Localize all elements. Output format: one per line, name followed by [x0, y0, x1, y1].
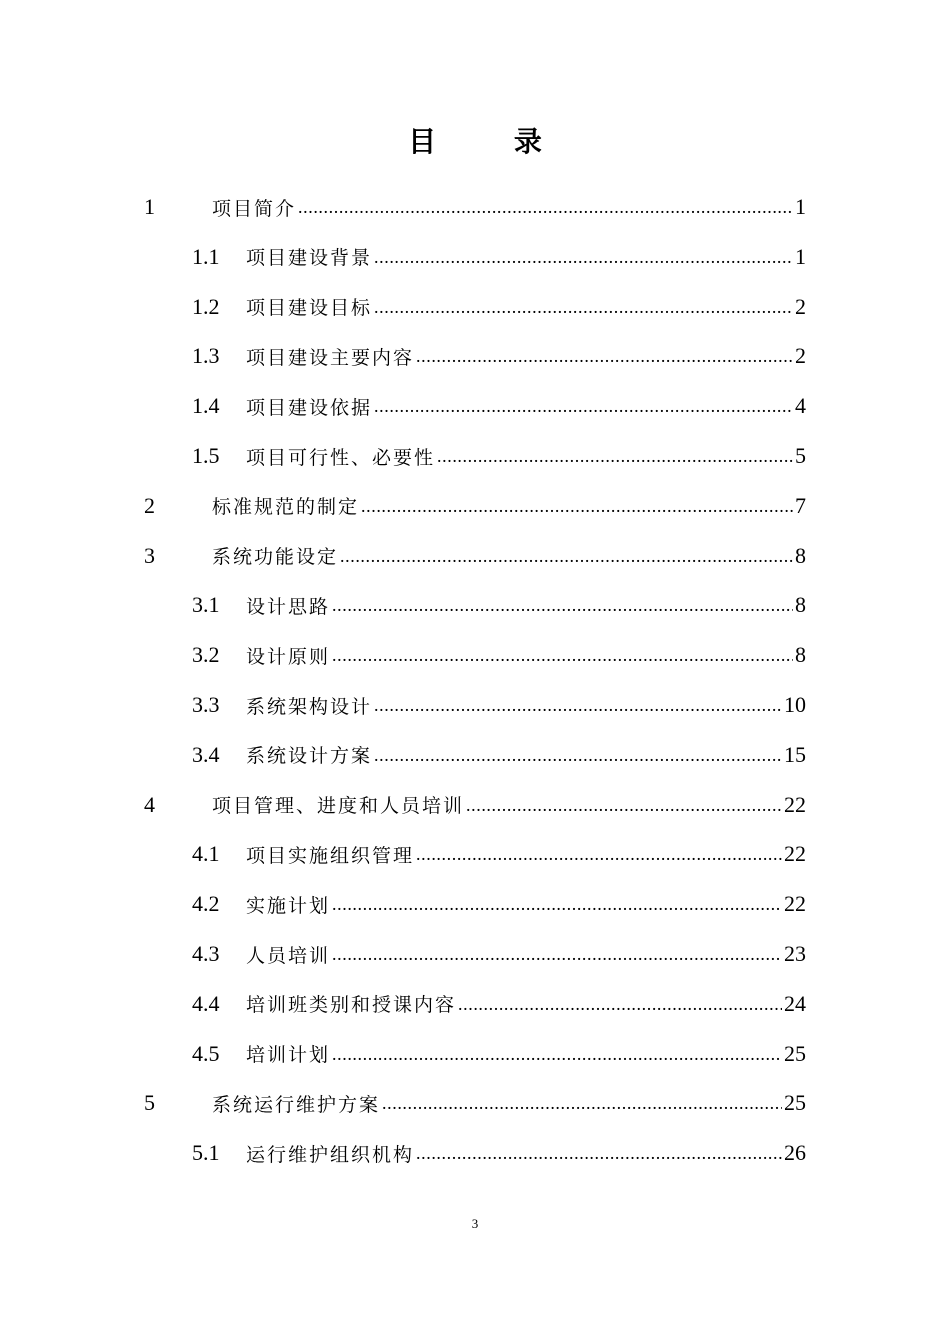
- toc-entry[interactable]: [144, 481, 806, 531]
- dot-leader: [458, 991, 782, 1017]
- toc-entry-title: 系统架构设计: [246, 695, 373, 718]
- dot-leader: [437, 443, 793, 469]
- dot-leader: [332, 941, 782, 967]
- dot-leader: [332, 1041, 782, 1067]
- toc-entry[interactable]: [192, 232, 806, 282]
- dot-leader: [340, 543, 793, 569]
- dot-leader: [332, 891, 782, 917]
- toc-entry-number: 1.5: [192, 443, 220, 468]
- toc-entry-title: 实施计划: [246, 894, 331, 917]
- toc-entry-page: 22: [784, 791, 806, 817]
- toc-entry-number: 4.3: [192, 941, 220, 966]
- toc-entry-title: 运行维护组织机构: [246, 1143, 415, 1166]
- toc-entry-number: 3.3: [192, 692, 220, 717]
- toc-entry-page: 8: [795, 592, 806, 618]
- dot-leader: [374, 294, 793, 320]
- toc-entry-page: 25: [784, 1040, 806, 1066]
- toc-entry-number: 4.5: [192, 1040, 220, 1066]
- dot-leader: [332, 592, 793, 618]
- toc-entry-number: 4: [144, 791, 155, 817]
- toc-entry-title: 系统功能设定: [212, 546, 339, 569]
- dot-leader: [416, 1140, 782, 1166]
- toc-entry[interactable]: [144, 1078, 806, 1128]
- toc-entry-number: 1.1: [192, 243, 220, 269]
- toc-entry-page: 2: [795, 343, 806, 369]
- toc-entry[interactable]: [144, 182, 806, 232]
- toc-entry-page: 8: [795, 542, 806, 568]
- toc-entry-page: 15: [784, 741, 806, 767]
- toc-entry-page: 22: [784, 891, 806, 917]
- toc-entry-title: 人员培训: [246, 944, 331, 967]
- toc-entry-title: 设计原则: [246, 645, 331, 668]
- page-number: 3: [471, 1216, 479, 1231]
- toc-entry-title: 项目建设目标: [246, 297, 373, 320]
- toc-entry-page: 7: [795, 492, 806, 518]
- toc-entry-number: 1.2: [192, 293, 220, 319]
- toc-entry[interactable]: [192, 282, 806, 332]
- toc-entry-number: 4.2: [192, 891, 220, 917]
- toc-entry-number: 3: [144, 542, 155, 568]
- toc-entry-number: 1.3: [192, 343, 220, 369]
- toc-entry[interactable]: [192, 1128, 806, 1178]
- toc-entry[interactable]: [192, 730, 806, 780]
- toc-entry-title: 项目实施组织管理: [246, 844, 415, 867]
- toc-entry-page: 1: [795, 194, 806, 219]
- dot-leader: [298, 194, 793, 220]
- toc-entry-title: 项目建设依据: [246, 396, 373, 419]
- toc-entry-number: 5.1: [192, 1140, 220, 1166]
- dot-leader: [382, 1090, 782, 1116]
- toc-entry[interactable]: [192, 680, 806, 730]
- toc-entry-number: 5: [144, 1090, 155, 1116]
- toc-entry[interactable]: [192, 381, 806, 431]
- toc-entry-page: 26: [784, 1140, 806, 1166]
- dot-leader: [416, 343, 793, 369]
- toc-entry-title: 项目建设主要内容: [246, 346, 415, 369]
- toc-entry-number: 4.4: [192, 990, 220, 1016]
- toc-entry-title: 系统设计方案: [246, 745, 373, 768]
- toc-entry-number: 3.1: [192, 592, 220, 618]
- toc-entry-number: 3.2: [192, 642, 220, 668]
- toc-entry[interactable]: [192, 431, 806, 481]
- toc-entry-page: 10: [784, 692, 806, 717]
- dot-leader: [374, 692, 782, 718]
- dot-leader: [466, 792, 782, 818]
- dot-leader: [374, 393, 793, 419]
- dot-leader: [332, 642, 793, 668]
- toc-entry-page: 5: [795, 443, 806, 468]
- toc-entry[interactable]: [192, 331, 806, 381]
- toc-entry-page: 24: [784, 990, 806, 1016]
- dot-leader: [361, 493, 793, 519]
- toc-entry[interactable]: [192, 1029, 806, 1079]
- toc-entry-title: 项目管理、进度和人员培训: [212, 795, 465, 818]
- dot-leader: [374, 244, 793, 270]
- toc-entry[interactable]: [192, 580, 806, 630]
- toc-entry[interactable]: [144, 531, 806, 581]
- dot-leader: [416, 841, 782, 867]
- toc-entry-number: 1: [144, 194, 155, 219]
- toc-entry-page: 4: [795, 393, 806, 419]
- toc-entry-title: 项目可行性、必要性: [246, 446, 436, 469]
- toc-entry-number: 2: [144, 492, 155, 518]
- toc-entry-page: 2: [795, 293, 806, 319]
- toc-entry-number: 3.4: [192, 741, 220, 767]
- toc-entry-title: 项目简介: [212, 197, 297, 220]
- toc-entry[interactable]: [192, 929, 806, 979]
- toc-entry-title: 项目建设背景: [246, 247, 373, 270]
- dot-leader: [374, 742, 782, 768]
- toc-entry-page: 1: [795, 243, 806, 269]
- toc-entry[interactable]: [192, 979, 806, 1029]
- toc-entry-title: 培训计划: [246, 1044, 331, 1067]
- toc-entry[interactable]: [192, 879, 806, 929]
- toc-title: 目 录: [408, 125, 576, 158]
- toc-entry[interactable]: [192, 630, 806, 680]
- toc-entry-page: 22: [784, 841, 806, 867]
- toc-entry-title: 设计思路: [246, 595, 331, 618]
- toc-entry-number: 4.1: [192, 841, 220, 867]
- toc-entry-page: 8: [795, 642, 806, 668]
- toc-entry-page: 25: [784, 1090, 806, 1116]
- toc-entry-title: 培训班类别和授课内容: [246, 994, 457, 1017]
- toc-entry[interactable]: [144, 780, 806, 830]
- toc-entry-number: 1.4: [192, 393, 220, 419]
- toc-entry-title: 系统运行维护方案: [212, 1093, 381, 1116]
- toc-entry-title: 标准规范的制定: [212, 496, 360, 519]
- toc-entry-page: 23: [784, 941, 806, 966]
- toc-entry[interactable]: [192, 829, 806, 879]
